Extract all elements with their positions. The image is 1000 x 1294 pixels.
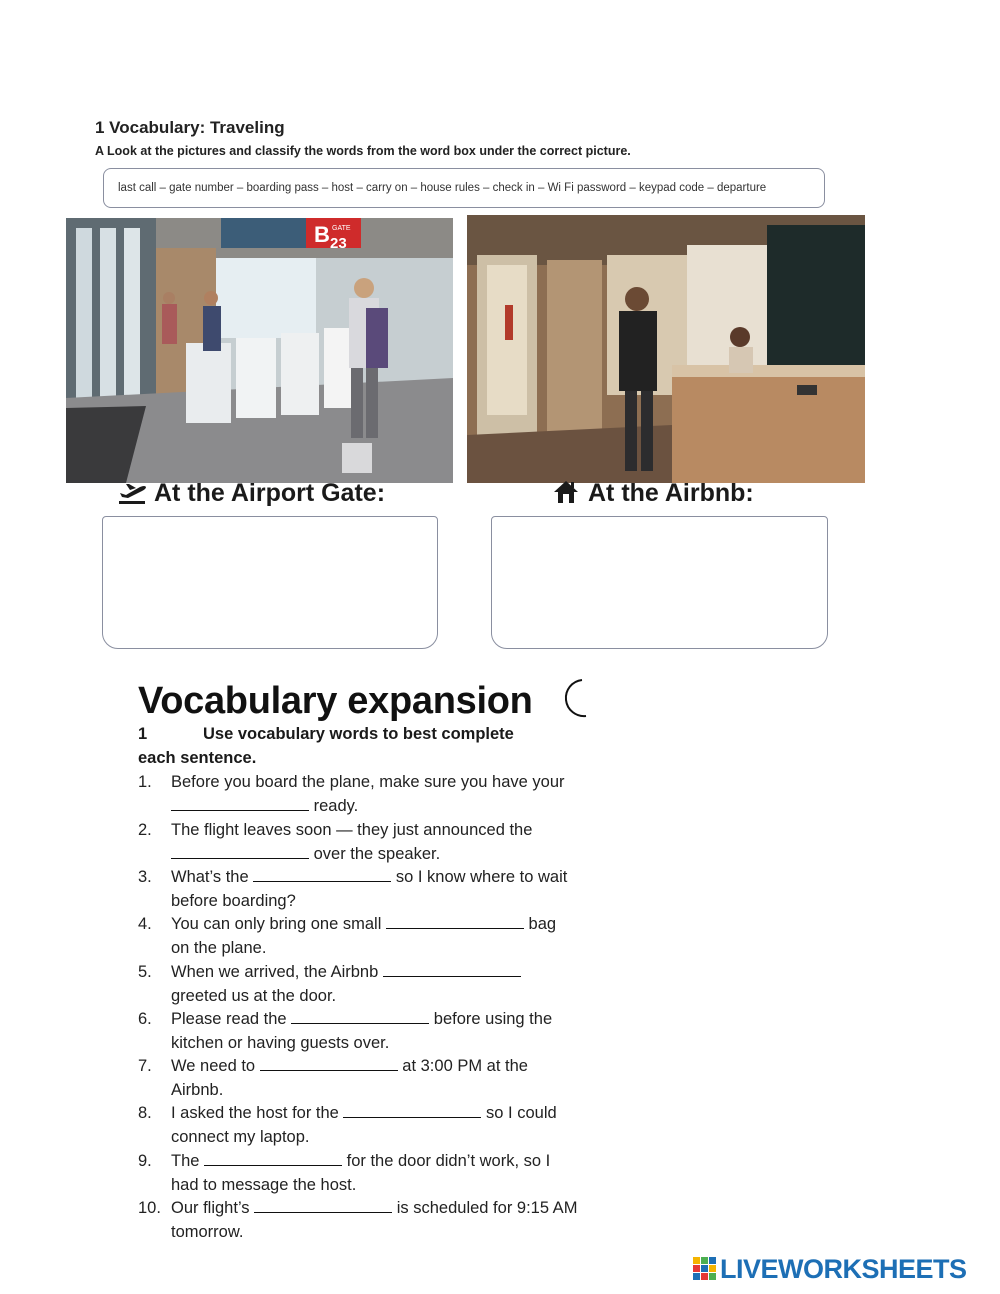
answer-blank[interactable]: [386, 914, 524, 929]
question-number: 1.: [138, 773, 152, 791]
question-item: [138, 1150, 578, 1197]
question-number: 3.: [138, 868, 152, 886]
question-text-after: ready.: [313, 796, 359, 815]
question-number: 5.: [138, 963, 152, 981]
question-text-after: so I could connect my laptop.: [171, 1104, 557, 1146]
question-number: 9.: [138, 1152, 152, 1170]
question-item: [138, 913, 578, 960]
instruction-number: 1: [138, 725, 148, 743]
word-box: last call – gate number – boarding pass – host – carry on – house rules – check in – Wi Fi password – keypad code – departure: [103, 168, 825, 208]
question-number: 6.: [138, 1010, 152, 1028]
liveworksheets-logo: [693, 1254, 967, 1284]
question-item: [138, 1008, 578, 1055]
question-number: 4.: [138, 915, 152, 933]
question-number: 2.: [138, 821, 152, 839]
question-text-before: When we arrived, the Airbnb: [171, 963, 379, 981]
airport-gate-caption: [118, 479, 385, 508]
question-text-before: Please read the: [171, 1010, 287, 1028]
airport-gate-caption-text: At the Airport Gate:: [154, 479, 386, 507]
gate-sign-word: GATE: [332, 225, 351, 232]
question-text-before: Our flight’s: [171, 1199, 250, 1217]
question-number: 7.: [138, 1057, 152, 1075]
airbnb-answer-box[interactable]: [491, 516, 828, 649]
answer-blank[interactable]: [171, 844, 309, 859]
question-text-before: The flight leaves soon — they just announced the: [171, 821, 533, 839]
answer-blank[interactable]: [254, 1198, 392, 1213]
question-number: 10.: [138, 1199, 161, 1217]
liveworksheets-logo-text: LIVEWORKSHEETS: [720, 1253, 967, 1284]
crescent-icon: [560, 676, 590, 720]
question-item: [138, 1055, 578, 1102]
airbnb-caption: [552, 479, 754, 508]
section-title: 1 Vocabulary: Traveling: [95, 118, 285, 137]
question-text-after: for the door didn’t work, so I had to message the host.: [171, 1152, 551, 1194]
question-text-before: You can only bring one small: [171, 915, 382, 933]
question-text-before: What’s the: [171, 868, 249, 886]
answer-blank[interactable]: [383, 962, 521, 977]
question-item: [138, 819, 578, 866]
question-item: [138, 1102, 578, 1149]
question-item: [138, 771, 578, 818]
instruction-line-1: Use vocabulary words to best complete: [203, 725, 514, 743]
question-text-after: so I know where to wait before boarding?: [171, 868, 568, 910]
answer-blank[interactable]: [291, 1009, 429, 1024]
answer-blank[interactable]: [204, 1151, 342, 1166]
question-item: [138, 1197, 578, 1244]
question-text-after: greeted us at the door.: [171, 986, 337, 1005]
instruction-line-2: each sentence.: [138, 749, 257, 767]
question-number: 8.: [138, 1104, 152, 1122]
answer-blank[interactable]: [343, 1103, 481, 1118]
answer-blank[interactable]: [171, 796, 309, 811]
question-text-after: bag on the plane.: [171, 915, 557, 957]
question-item: [138, 961, 578, 1008]
liveworksheets-logo-icon: [693, 1257, 717, 1281]
gate-sign-number: 23: [330, 235, 347, 252]
question-item: [138, 866, 578, 913]
question-text-after: over the speaker.: [313, 844, 441, 863]
question-text-before: We need to: [171, 1057, 256, 1075]
question-text-after: at 3:00 PM at the Airbnb.: [171, 1057, 528, 1099]
airport-gate-photo: [66, 218, 453, 483]
question-text-after: is scheduled for 9:15 AM tomorrow.: [171, 1199, 578, 1241]
vocabulary-expansion-title: Vocabulary expansion: [138, 680, 533, 722]
airbnb-caption-text: At the Airbnb:: [588, 479, 754, 507]
question-text-before: The: [171, 1152, 200, 1170]
house-icon: [552, 479, 582, 505]
section-instruction: A Look at the pictures and classify the words from the word box under the correct picture.: [95, 144, 631, 158]
airport-answer-box[interactable]: [102, 516, 438, 649]
gate-sign-letter: B: [314, 222, 330, 247]
question-text-after: before using the kitchen or having guests over.: [171, 1010, 553, 1052]
answer-blank[interactable]: [253, 867, 391, 882]
question-text-before: Before you board the plane, make sure you have your: [171, 773, 565, 791]
airplane-departure-icon: [118, 479, 148, 505]
answer-blank[interactable]: [260, 1056, 398, 1071]
airbnb-checkin-photo: [467, 215, 865, 483]
question-text-before: I asked the host for the: [171, 1104, 339, 1122]
